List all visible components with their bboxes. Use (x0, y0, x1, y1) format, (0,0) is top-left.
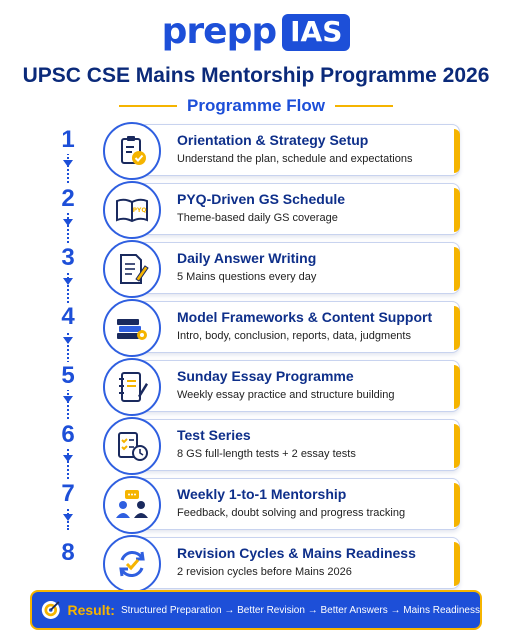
step-title: PYQ-Driven GS Schedule (177, 191, 346, 207)
pyq-label: PYQ (132, 207, 147, 214)
step-title: Weekly 1-to-1 Mentorship (177, 486, 347, 502)
step-number: 1 (53, 126, 83, 154)
step-arrow (63, 160, 73, 167)
flow-step (0, 122, 512, 178)
flow-step (0, 240, 512, 296)
section-subtitle: Programme Flow (187, 96, 325, 115)
result-label: Result: (67, 602, 115, 618)
flow-step (0, 299, 512, 355)
step-title: Revision Cycles & Mains Readiness (177, 545, 416, 561)
step-description: 8 GS full-length tests + 2 essay tests (177, 448, 356, 460)
flow-step (0, 417, 512, 473)
step-description: 5 Mains questions every day (177, 271, 317, 283)
step-arrow (63, 337, 73, 344)
step-title: Daily Answer Writing (177, 250, 317, 266)
notebook-pen-icon (103, 358, 161, 416)
brand-badge: IAS (282, 14, 350, 51)
page-title: UPSC CSE Mains Mentorship Programme 2026 (22, 64, 490, 87)
step-title: Orientation & Strategy Setup (177, 132, 369, 148)
step-arrow (63, 455, 73, 462)
step-description: Weekly essay practice and structure building (177, 389, 395, 401)
flow-step (0, 476, 512, 532)
card-accent (454, 188, 460, 232)
step-number: 2 (53, 185, 83, 213)
step-description: Feedback, doubt solving and progress tracking (177, 507, 406, 519)
step-number: 3 (53, 244, 83, 272)
subtitle-divider-left (119, 105, 177, 107)
subtitle-row (0, 96, 512, 116)
document-pen-icon (103, 240, 161, 298)
clipboard-check-icon (103, 122, 161, 180)
step-title: Test Series (177, 427, 251, 443)
card-accent (454, 365, 460, 409)
card-accent (454, 424, 460, 468)
step-card (120, 183, 460, 235)
step-card (120, 537, 460, 589)
step-arrow (63, 514, 73, 521)
result-text: Structured Preparation → Better Revision → Better Answers → Mains Readiness (120, 604, 480, 616)
step-card (120, 242, 460, 294)
step-description: Understand the plan, schedule and expectations (177, 153, 413, 165)
flow-step (0, 358, 512, 414)
step-card (120, 419, 460, 471)
step-arrow (63, 396, 73, 403)
step-card (120, 360, 460, 412)
flow-step (0, 181, 512, 237)
step-description: Theme-based daily GS coverage (177, 212, 338, 224)
card-accent (454, 247, 460, 291)
result-banner (30, 590, 482, 630)
checklist-clock-icon (103, 417, 161, 475)
step-title: Model Frameworks & Content Support (177, 309, 433, 325)
subtitle-divider-right (335, 105, 393, 107)
card-accent (454, 129, 460, 173)
step-arrow (63, 278, 73, 285)
step-card (120, 124, 460, 176)
brand-name: prepp (161, 11, 277, 52)
card-accent (454, 483, 460, 527)
step-description: 2 revision cycles before Mains 2026 (177, 566, 352, 578)
revision-cycle-icon (103, 535, 161, 593)
step-description: Intro, body, conclusion, reports, data, judgments (177, 330, 411, 342)
mentor-chat-icon (103, 476, 161, 534)
step-title: Sunday Essay Programme (177, 368, 354, 384)
brand-logo (0, 12, 512, 52)
open-book-icon (103, 181, 161, 239)
step-card (120, 301, 460, 353)
step-arrow (63, 219, 73, 226)
card-accent (454, 306, 460, 350)
step-number: 6 (53, 421, 83, 449)
step-number: 5 (53, 362, 83, 390)
books-gear-icon (103, 299, 161, 357)
step-number: 4 (53, 303, 83, 331)
flow-step (0, 535, 512, 591)
step-card (120, 478, 460, 530)
step-number: 8 (53, 539, 83, 567)
card-accent (454, 542, 460, 586)
target-icon (40, 598, 62, 622)
step-number: 7 (53, 480, 83, 508)
